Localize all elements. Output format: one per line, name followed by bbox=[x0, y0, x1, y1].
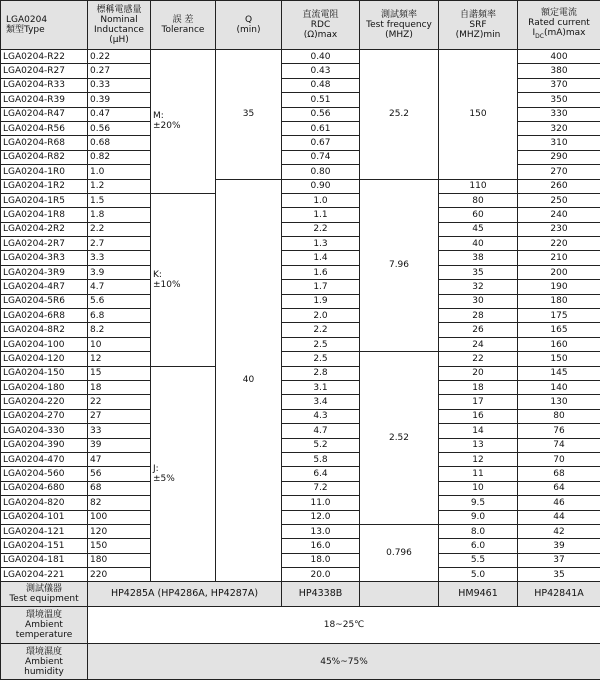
rated-current-value: 44 bbox=[518, 510, 600, 524]
inductance-value: 4.7 bbox=[88, 280, 151, 294]
table-row bbox=[1, 467, 600, 481]
q-header: Q (min) bbox=[216, 1, 282, 50]
table-row bbox=[1, 309, 600, 323]
part-number: LGA0204-180 bbox=[1, 380, 88, 394]
rated-current-value: 260 bbox=[518, 179, 600, 193]
part-number: LGA0204-330 bbox=[1, 424, 88, 438]
ambient-temperature-label: 環境溫度 Ambient temperature bbox=[1, 607, 88, 644]
tolerance-cell-j bbox=[151, 366, 216, 582]
rdc-value: 2.5 bbox=[282, 337, 360, 351]
rdc-value: 1.4 bbox=[282, 251, 360, 265]
part-number: LGA0204-3R9 bbox=[1, 265, 88, 279]
part-number: LGA0204-120 bbox=[1, 352, 88, 366]
rdc-value: 0.43 bbox=[282, 64, 360, 78]
rated-current-value: 250 bbox=[518, 193, 600, 207]
inductance-value: 39 bbox=[88, 438, 151, 452]
ambient-temperature-row bbox=[1, 607, 600, 644]
rdc-value: 4.7 bbox=[282, 424, 360, 438]
tolerance-code: J: bbox=[153, 464, 159, 475]
part-number: LGA0204-151 bbox=[1, 539, 88, 553]
table-row bbox=[1, 539, 600, 553]
part-number: LGA0204-181 bbox=[1, 553, 88, 567]
part-number: LGA0204-2R7 bbox=[1, 237, 88, 251]
inductance-value: 15 bbox=[88, 366, 151, 380]
srf-value: 32 bbox=[439, 280, 518, 294]
rdc-value: 1.7 bbox=[282, 280, 360, 294]
srf-value: 10 bbox=[439, 481, 518, 495]
rdc-value: 7.2 bbox=[282, 481, 360, 495]
part-number: LGA0204-150 bbox=[1, 366, 88, 380]
part-number: LGA0204-R47 bbox=[1, 107, 88, 121]
rdc-value: 1.3 bbox=[282, 237, 360, 251]
rated-current-value: 64 bbox=[518, 481, 600, 495]
rated-current-value: 380 bbox=[518, 64, 600, 78]
test-equipment-label: 測試儀器 Test equipment bbox=[1, 582, 88, 607]
srf-value: 5.5 bbox=[439, 553, 518, 567]
inductance-value: 100 bbox=[88, 510, 151, 524]
rated-current-value: 74 bbox=[518, 438, 600, 452]
table-row bbox=[1, 496, 600, 510]
rdc-value: 0.51 bbox=[282, 93, 360, 107]
rated-current-header: 額定電流 Rated current $I_{DC}(mA)\max$ bbox=[518, 1, 600, 50]
equipment-test-freq bbox=[360, 582, 439, 607]
srf-value: 150 bbox=[439, 50, 518, 180]
inductance-value: 120 bbox=[88, 524, 151, 538]
part-number: LGA0204-4R7 bbox=[1, 280, 88, 294]
part-number: LGA0204-2R2 bbox=[1, 222, 88, 236]
table-row bbox=[1, 294, 600, 308]
part-number: LGA0204-6R8 bbox=[1, 309, 88, 323]
inductance-value: 2.2 bbox=[88, 222, 151, 236]
part-number: LGA0204-1R2 bbox=[1, 179, 88, 193]
rated-current-value: 240 bbox=[518, 208, 600, 222]
part-number: LGA0204-8R2 bbox=[1, 323, 88, 337]
part-number: LGA0204-5R6 bbox=[1, 294, 88, 308]
rated-current-value: 290 bbox=[518, 150, 600, 164]
srf-header: 自諧頻率 SRF (MHZ)min bbox=[439, 1, 518, 50]
inductance-value: 1.2 bbox=[88, 179, 151, 193]
table-row bbox=[1, 409, 600, 423]
table-row bbox=[1, 438, 600, 452]
rated-current-value: 160 bbox=[518, 337, 600, 351]
equipment-rated-current: HP42841A bbox=[518, 582, 600, 607]
rdc-value: 1.6 bbox=[282, 265, 360, 279]
part-number: LGA0204-121 bbox=[1, 524, 88, 538]
rdc-value: 1.0 bbox=[282, 193, 360, 207]
header-row bbox=[1, 1, 600, 50]
srf-value: 16 bbox=[439, 409, 518, 423]
srf-value: 6.0 bbox=[439, 539, 518, 553]
part-number: LGA0204-R56 bbox=[1, 121, 88, 135]
part-number: LGA0204-100 bbox=[1, 337, 88, 351]
inductance-value: 82 bbox=[88, 496, 151, 510]
srf-value: 110 bbox=[439, 179, 518, 193]
part-number: LGA0204-220 bbox=[1, 395, 88, 409]
table-row bbox=[1, 193, 600, 207]
rated-current-value: 230 bbox=[518, 222, 600, 236]
srf-value: 26 bbox=[439, 323, 518, 337]
part-number: LGA0204-221 bbox=[1, 568, 88, 582]
inductance-value: 33 bbox=[88, 424, 151, 438]
inductance-value: 12 bbox=[88, 352, 151, 366]
rdc-value: 2.2 bbox=[282, 222, 360, 236]
srf-value: 14 bbox=[439, 424, 518, 438]
srf-value: 9.5 bbox=[439, 496, 518, 510]
srf-value: 35 bbox=[439, 265, 518, 279]
srf-value: 17 bbox=[439, 395, 518, 409]
srf-value: 40 bbox=[439, 237, 518, 251]
test-equipment-row bbox=[1, 582, 600, 607]
part-number: LGA0204-R82 bbox=[1, 150, 88, 164]
srf-value: 24 bbox=[439, 337, 518, 351]
rated-current-value: 140 bbox=[518, 380, 600, 394]
test-frequency-header: 測試頻率 Test frequency (MHZ) bbox=[360, 1, 439, 50]
rdc-value: 0.90 bbox=[282, 179, 360, 193]
rated-current-value: 76 bbox=[518, 424, 600, 438]
rated-current-value: 150 bbox=[518, 352, 600, 366]
ambient-humidity-value: 45%~75% bbox=[88, 644, 600, 680]
table-row bbox=[1, 222, 600, 236]
rdc-value: 2.2 bbox=[282, 323, 360, 337]
inductance-value: 1.5 bbox=[88, 193, 151, 207]
q-value: 40 bbox=[216, 179, 282, 582]
srf-value: 9.0 bbox=[439, 510, 518, 524]
tolerance-code: M: bbox=[153, 111, 164, 122]
rdc-header: 直流電阻 RDC (Ω)max bbox=[282, 1, 360, 50]
rated-current-value: 145 bbox=[518, 366, 600, 380]
rated-current-value: 320 bbox=[518, 121, 600, 135]
part-number: LGA0204-101 bbox=[1, 510, 88, 524]
test-frequency-value: 7.96 bbox=[360, 179, 439, 352]
rdc-value: 0.56 bbox=[282, 107, 360, 121]
part-number: LGA0204-1R5 bbox=[1, 193, 88, 207]
rated-current-value: 165 bbox=[518, 323, 600, 337]
equipment-ind-tol-q: HP4285A (HP4286A, HP4287A) bbox=[88, 582, 282, 607]
ambient-humidity-row bbox=[1, 644, 600, 680]
inductance-value: 22 bbox=[88, 395, 151, 409]
rdc-value: 0.40 bbox=[282, 50, 360, 64]
inductance-value: 0.68 bbox=[88, 136, 151, 150]
part-type-header: LGA0204 類型Type bbox=[1, 1, 88, 50]
rdc-value: 2.8 bbox=[282, 366, 360, 380]
ambient-temperature-value: 18~25℃ bbox=[88, 607, 600, 644]
rdc-value: 1.9 bbox=[282, 294, 360, 308]
inductance-value: 5.6 bbox=[88, 294, 151, 308]
rated-current-value: 68 bbox=[518, 467, 600, 481]
part-number: LGA0204-R33 bbox=[1, 78, 88, 92]
rated-current-value: 70 bbox=[518, 452, 600, 466]
table-row bbox=[1, 452, 600, 466]
rated-current-value: 200 bbox=[518, 265, 600, 279]
inductance-value: 27 bbox=[88, 409, 151, 423]
srf-value: 13 bbox=[439, 438, 518, 452]
rated-current-value: 80 bbox=[518, 409, 600, 423]
rated-current-value: 190 bbox=[518, 280, 600, 294]
table-row bbox=[1, 50, 600, 64]
test-frequency-value: 25.2 bbox=[360, 50, 439, 180]
inductance-value: 18 bbox=[88, 380, 151, 394]
srf-value: 28 bbox=[439, 309, 518, 323]
rated-current-value: 46 bbox=[518, 496, 600, 510]
table-row bbox=[1, 265, 600, 279]
part-number: LGA0204-3R3 bbox=[1, 251, 88, 265]
rated-current-value: 130 bbox=[518, 395, 600, 409]
rdc-value: 3.1 bbox=[282, 380, 360, 394]
inductance-value: 150 bbox=[88, 539, 151, 553]
rdc-value: 4.3 bbox=[282, 409, 360, 423]
ambient-humidity-label: 環境濕度 Ambient humidity bbox=[1, 644, 88, 680]
part-number: LGA0204-390 bbox=[1, 438, 88, 452]
table-row bbox=[1, 380, 600, 394]
inductance-value: 56 bbox=[88, 467, 151, 481]
inductance-value: 0.39 bbox=[88, 93, 151, 107]
part-number: LGA0204-560 bbox=[1, 467, 88, 481]
srf-value: 22 bbox=[439, 352, 518, 366]
inductance-value: 0.47 bbox=[88, 107, 151, 121]
rdc-value: 11.0 bbox=[282, 496, 360, 510]
table-row bbox=[1, 179, 600, 193]
table-row bbox=[1, 237, 600, 251]
inductance-value: 180 bbox=[88, 553, 151, 567]
table-row bbox=[1, 323, 600, 337]
part-number: LGA0204-R22 bbox=[1, 50, 88, 64]
spec-table-body bbox=[1, 50, 600, 582]
rated-current-value: 210 bbox=[518, 251, 600, 265]
inductance-value: 0.22 bbox=[88, 50, 151, 64]
rdc-value: 0.48 bbox=[282, 78, 360, 92]
table-row bbox=[1, 208, 600, 222]
rdc-value: 0.80 bbox=[282, 165, 360, 179]
rated-current-value: 330 bbox=[518, 107, 600, 121]
test-frequency-value: 0.796 bbox=[360, 524, 439, 582]
inductance-value: 10 bbox=[88, 337, 151, 351]
part-number: LGA0204-270 bbox=[1, 409, 88, 423]
table-row bbox=[1, 524, 600, 538]
tolerance-value: ±5% bbox=[153, 474, 175, 485]
part-number: LGA0204-1R0 bbox=[1, 165, 88, 179]
rdc-value: 20.0 bbox=[282, 568, 360, 582]
table-row bbox=[1, 510, 600, 524]
rated-current-value: 310 bbox=[518, 136, 600, 150]
inductance-value: 0.56 bbox=[88, 121, 151, 135]
rdc-value: 2.5 bbox=[282, 352, 360, 366]
part-number: LGA0204-R68 bbox=[1, 136, 88, 150]
table-row bbox=[1, 352, 600, 366]
tolerance-value: ±20% bbox=[153, 121, 181, 132]
rdc-value: 1.1 bbox=[282, 208, 360, 222]
srf-value: 30 bbox=[439, 294, 518, 308]
table-row bbox=[1, 280, 600, 294]
rated-current-value: 220 bbox=[518, 237, 600, 251]
rdc-value: 16.0 bbox=[282, 539, 360, 553]
equipment-rdc: HP4338B bbox=[282, 582, 360, 607]
table-row bbox=[1, 553, 600, 567]
table-row bbox=[1, 251, 600, 265]
rated-current-value: 400 bbox=[518, 50, 600, 64]
rated-current-value: 42 bbox=[518, 524, 600, 538]
rdc-value: 0.61 bbox=[282, 121, 360, 135]
rdc-value: 0.74 bbox=[282, 150, 360, 164]
rdc-value: 0.67 bbox=[282, 136, 360, 150]
test-frequency-value: 2.52 bbox=[360, 352, 439, 525]
table-row bbox=[1, 395, 600, 409]
rated-current-value: 175 bbox=[518, 309, 600, 323]
rated-current-value: 37 bbox=[518, 553, 600, 567]
rdc-value: 18.0 bbox=[282, 553, 360, 567]
rdc-value: 2.0 bbox=[282, 309, 360, 323]
inductance-value: 0.82 bbox=[88, 150, 151, 164]
srf-value: 38 bbox=[439, 251, 518, 265]
srf-value: 18 bbox=[439, 380, 518, 394]
inductance-value: 1.0 bbox=[88, 165, 151, 179]
inductance-value: 0.33 bbox=[88, 78, 151, 92]
srf-value: 80 bbox=[439, 193, 518, 207]
rdc-value: 12.0 bbox=[282, 510, 360, 524]
inductance-value: 2.7 bbox=[88, 237, 151, 251]
rated-current-value: 180 bbox=[518, 294, 600, 308]
tolerance-code: K: bbox=[153, 269, 162, 280]
inductance-value: 6.8 bbox=[88, 309, 151, 323]
inductance-value: 220 bbox=[88, 568, 151, 582]
rated-current-value: 350 bbox=[518, 93, 600, 107]
rdc-value: 5.2 bbox=[282, 438, 360, 452]
srf-value: 60 bbox=[439, 208, 518, 222]
inductance-value: 3.3 bbox=[88, 251, 151, 265]
table-row bbox=[1, 337, 600, 351]
part-number: LGA0204-680 bbox=[1, 481, 88, 495]
srf-value: 12 bbox=[439, 452, 518, 466]
table-row bbox=[1, 366, 600, 380]
inductance-value: 1.8 bbox=[88, 208, 151, 222]
tolerance-value: ±10% bbox=[153, 279, 181, 290]
srf-value: 20 bbox=[439, 366, 518, 380]
srf-value: 11 bbox=[439, 467, 518, 481]
q-value: 35 bbox=[216, 50, 282, 180]
rated-current-value: 370 bbox=[518, 78, 600, 92]
part-number: LGA0204-470 bbox=[1, 452, 88, 466]
rdc-value: 6.4 bbox=[282, 467, 360, 481]
srf-value: 8.0 bbox=[439, 524, 518, 538]
part-number: LGA0204-R39 bbox=[1, 93, 88, 107]
inductance-header: 標稱電感量 Nominal Inductance (μH) bbox=[88, 1, 151, 50]
part-number: LGA0204-1R8 bbox=[1, 208, 88, 222]
rdc-value: 5.8 bbox=[282, 452, 360, 466]
rdc-value: 3.4 bbox=[282, 395, 360, 409]
equipment-srf: HM9461 bbox=[439, 582, 518, 607]
table-row bbox=[1, 424, 600, 438]
tolerance-cell-m bbox=[151, 50, 216, 194]
table-row bbox=[1, 568, 600, 582]
part-number: LGA0204-R27 bbox=[1, 64, 88, 78]
srf-value: 45 bbox=[439, 222, 518, 236]
srf-value: 5.0 bbox=[439, 568, 518, 582]
rated-current-value: 39 bbox=[518, 539, 600, 553]
part-number: LGA0204-820 bbox=[1, 496, 88, 510]
inductance-value: 3.9 bbox=[88, 265, 151, 279]
inductance-value: 47 bbox=[88, 452, 151, 466]
inductance-value: 0.27 bbox=[88, 64, 151, 78]
inductance-value: 68 bbox=[88, 481, 151, 495]
rated-current-value: 35 bbox=[518, 568, 600, 582]
rdc-value: 13.0 bbox=[282, 524, 360, 538]
table-row bbox=[1, 481, 600, 495]
tolerance-header: 誤 差 Tolerance bbox=[151, 1, 216, 50]
inductance-value: 8.2 bbox=[88, 323, 151, 337]
rated-current-value: 270 bbox=[518, 165, 600, 179]
tolerance-cell-k bbox=[151, 193, 216, 366]
